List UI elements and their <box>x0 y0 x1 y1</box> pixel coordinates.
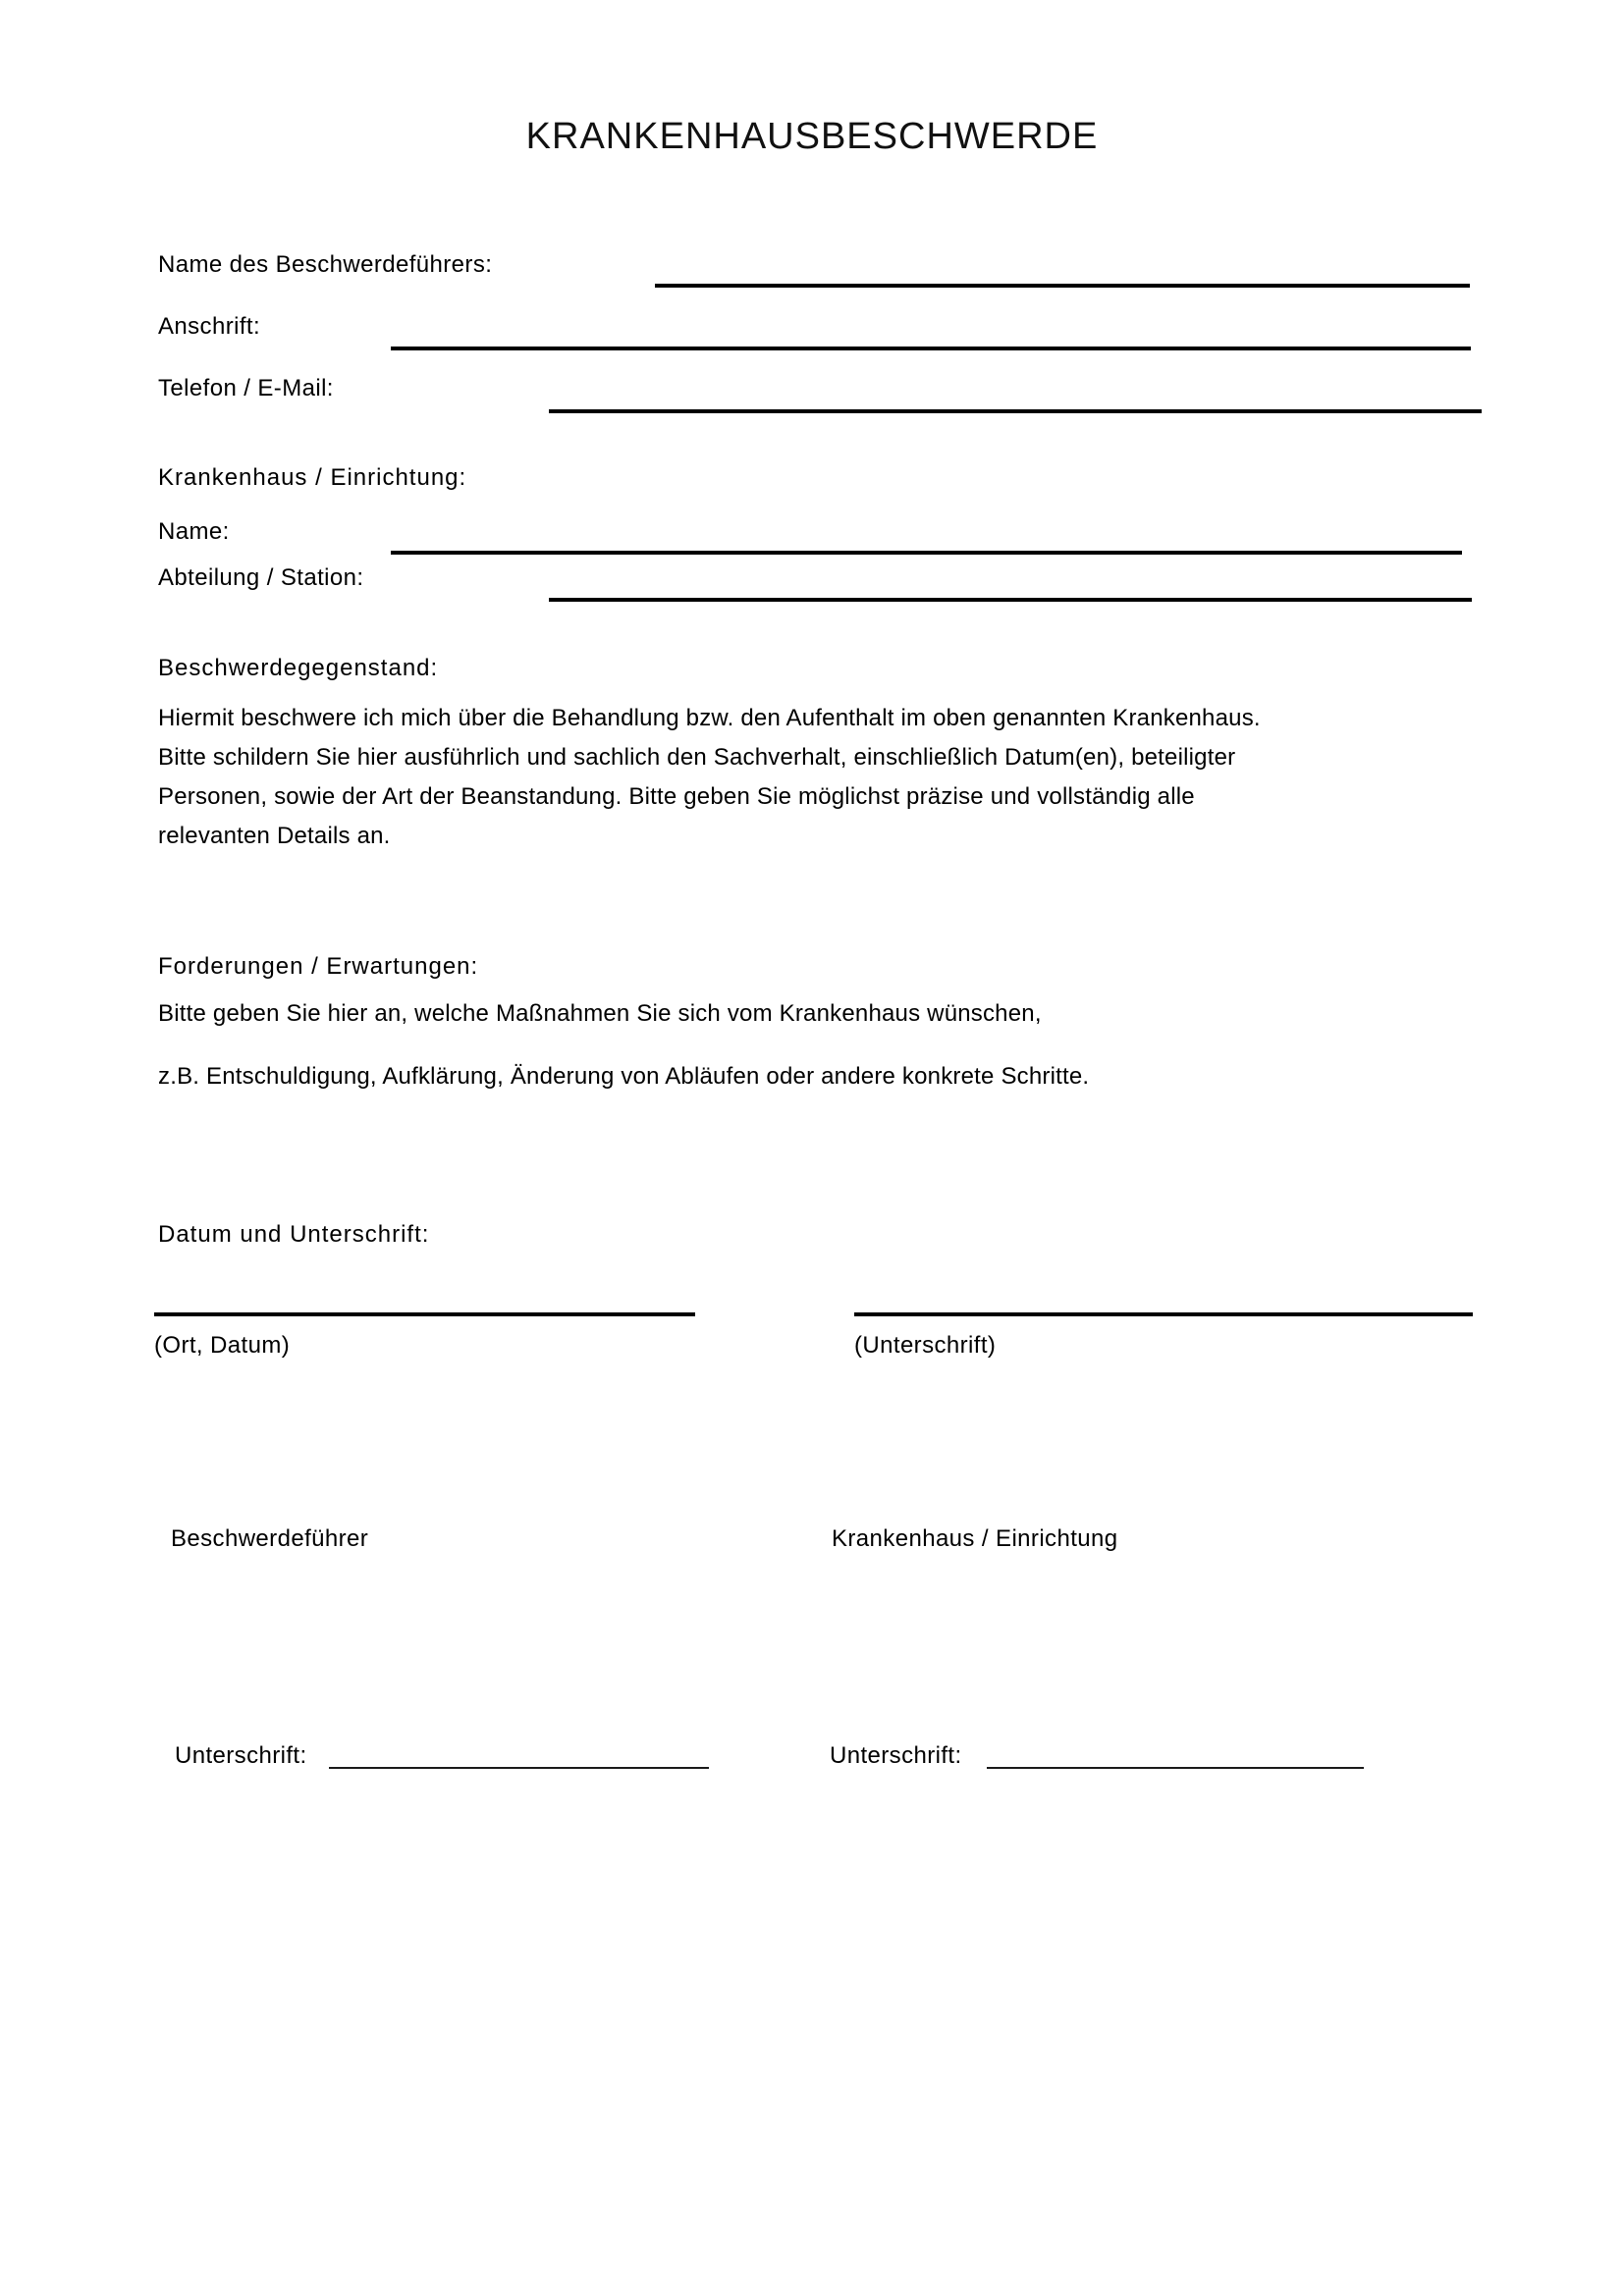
subject-instructions-line-1: Hiermit beschwere ich mich über die Behandlung bzw. den Aufenthalt im oben genannten Krankenhaus. <box>158 705 1261 731</box>
hospital-signature-label: Unterschrift: <box>830 1742 962 1769</box>
demands-section-label: Forderungen / Erwartungen: <box>158 953 479 980</box>
department-label: Abteilung / Station: <box>158 564 364 591</box>
subject-instructions-line-2: Bitte schildern Sie hier ausführlich und sachlich den Sachverhalt, einschließlich Datum(en), beteiligter <box>158 744 1236 771</box>
demands-line-2: z.B. Entschuldigung, Aufklärung, Änderung von Abläufen oder andere konkrete Schritte. <box>158 1063 1090 1090</box>
complainant-signature-label: Unterschrift: <box>175 1742 307 1769</box>
signature-section-label: Datum und Unterschrift: <box>158 1221 430 1248</box>
hospital-name-label: Name: <box>158 518 230 545</box>
phone-email-line[interactable] <box>549 409 1482 413</box>
place-date-line[interactable] <box>154 1312 695 1316</box>
department-line[interactable] <box>549 598 1472 602</box>
hospital-signature-line[interactable] <box>987 1767 1364 1769</box>
address-line[interactable] <box>391 347 1471 350</box>
form-title: KRANKENHAUSBESCHWERDE <box>525 116 1099 157</box>
demands-line-1: Bitte geben Sie hier an, welche Maßnahmen Sie sich vom Krankenhaus wünschen, <box>158 1000 1042 1027</box>
hospital-section-label: Krankenhaus / Einrichtung: <box>158 464 467 491</box>
address-label: Anschrift: <box>158 313 261 340</box>
complainant-signature-line[interactable] <box>329 1767 709 1769</box>
complainant-name-line[interactable] <box>655 284 1470 288</box>
place-date-label: (Ort, Datum) <box>154 1332 291 1359</box>
subject-instructions-line-4: relevanten Details an. <box>158 823 391 849</box>
signature-label: (Unterschrift) <box>854 1332 997 1359</box>
complainant-name-label: Name des Beschwerdeführers: <box>158 251 493 278</box>
signature-line[interactable] <box>854 1312 1473 1316</box>
subject-section-label: Beschwerdegegenstand: <box>158 655 439 681</box>
subject-instructions-line-3: Personen, sowie der Art der Beanstandung. Bitte geben Sie möglichst präzise und vollständig alle <box>158 783 1195 810</box>
hospital-party-label: Krankenhaus / Einrichtung <box>832 1525 1118 1552</box>
complainant-party-label: Beschwerdeführer <box>171 1525 369 1552</box>
hospital-name-line[interactable] <box>391 551 1462 555</box>
phone-email-label: Telefon / E-Mail: <box>158 375 334 401</box>
